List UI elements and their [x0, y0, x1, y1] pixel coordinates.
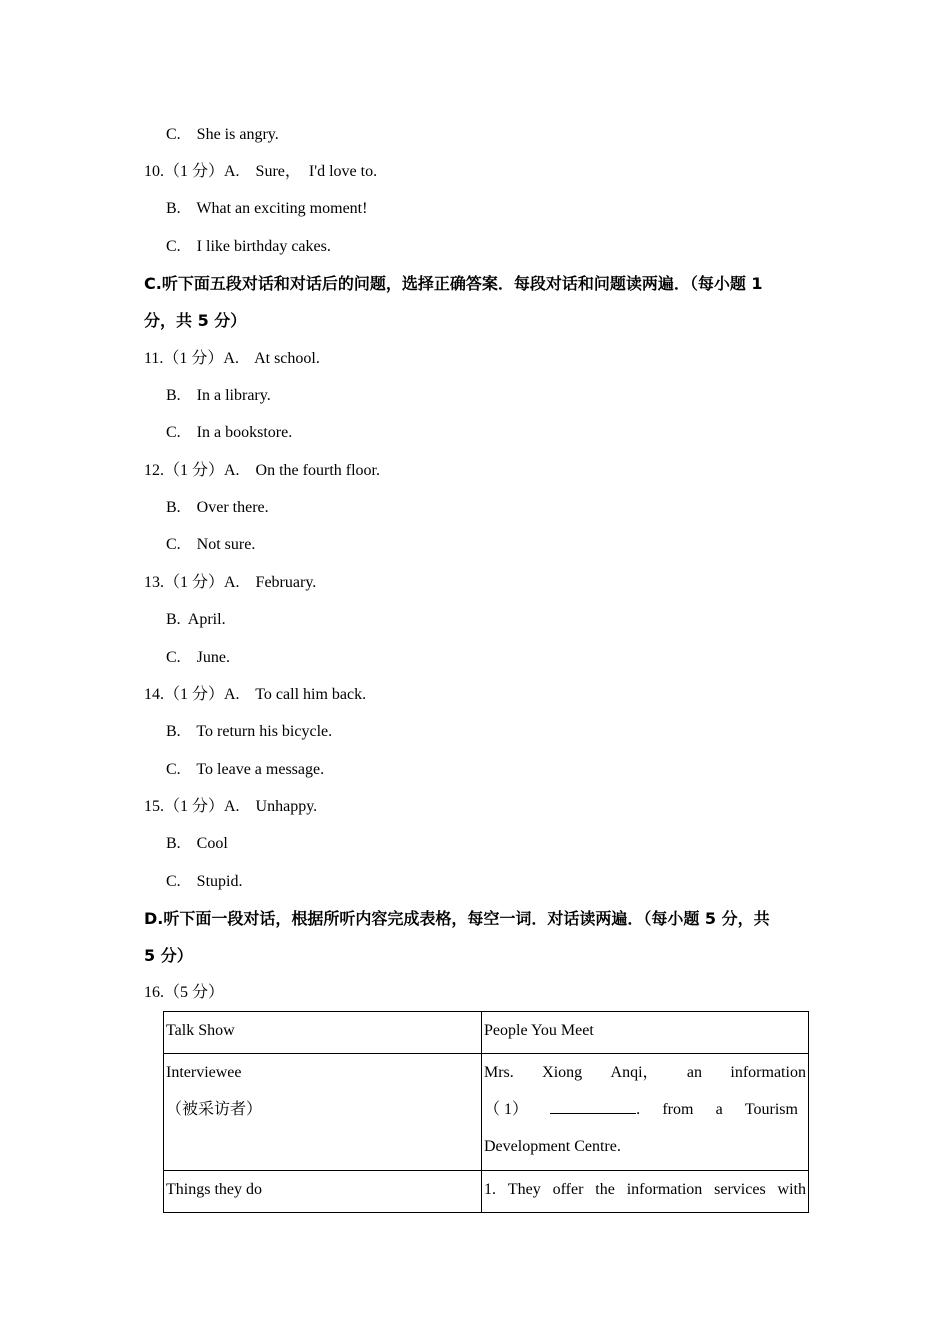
q14-option-c: C. To leave a message.: [166, 761, 325, 778]
interviewee-label: Interviewee: [166, 1064, 242, 1081]
talk-show-table: [163, 1011, 809, 1213]
section-c-heading-cont: 分，共 5 分）: [144, 311, 247, 330]
table-cell-things-they-do: Things they do: [164, 1171, 482, 1213]
table-cell-interviewee: [164, 1054, 482, 1171]
q14-option-b: B. To return his bicycle.: [166, 723, 333, 740]
table-row: [164, 1012, 809, 1054]
table-row: [164, 1171, 809, 1213]
q11-option-a: 11.（1 分）A. At school.: [144, 350, 320, 367]
q15-option-b: B. Cool: [166, 835, 228, 852]
q12-option-a: 12.（1 分）A. On the fourth floor.: [144, 462, 380, 479]
q13-option-b: B. April.: [166, 611, 226, 628]
q10-option-c: C. I like birthday cakes.: [166, 238, 331, 255]
table-cell-people-you-meet: People You Meet: [482, 1012, 809, 1054]
q12-option-c: C. Not sure.: [166, 536, 256, 553]
q14-option-a: 14.（1 分）A. To call him back.: [144, 686, 367, 703]
q13-option-a: 13.（1 分）A. February.: [144, 574, 317, 591]
q15-option-c: C. Stupid.: [166, 873, 243, 890]
q12-option-b: B. Over there.: [166, 499, 269, 516]
q13-option-c: C. June.: [166, 649, 230, 666]
section-d-heading-cont: 5 分）: [144, 946, 193, 965]
table-row: [164, 1054, 809, 1171]
q11-option-b: B. In a library.: [166, 387, 271, 404]
q11-option-c: C. In a bookstore.: [166, 424, 293, 441]
q15-option-a: 15.（1 分）A. Unhappy.: [144, 798, 318, 815]
interviewee-chinese-label: （被采访者）: [166, 1101, 263, 1118]
q16-label: 16.（5 分）: [144, 984, 225, 1001]
q10-option-b: B. What an exciting moment!: [166, 200, 368, 217]
table-cell-things-they-do-answer: 1. They offer the information services with: [482, 1171, 809, 1213]
table-cell-interviewee-answer: Mrs. Xiong Anqi， an information （ 1） . from a Tourism Development Centre.: [482, 1054, 809, 1171]
q9-option-c: C. She is angry.: [166, 126, 279, 143]
answer-blank-1[interactable]: [550, 1095, 636, 1114]
section-d-heading: D.听下面一段对话，根据所听内容完成表格，每空一词．对话读两遍．（每小题 5 分，共: [144, 909, 770, 928]
section-c-heading: C.听下面五段对话和对话后的问题，选择正确答案．每段对话和问题读两遍．（每小题 1: [144, 274, 763, 293]
q10-option-a: 10.（1 分）A. Sure， I'd love to.: [144, 163, 378, 180]
table-cell-talk-show: Talk Show: [164, 1012, 482, 1054]
